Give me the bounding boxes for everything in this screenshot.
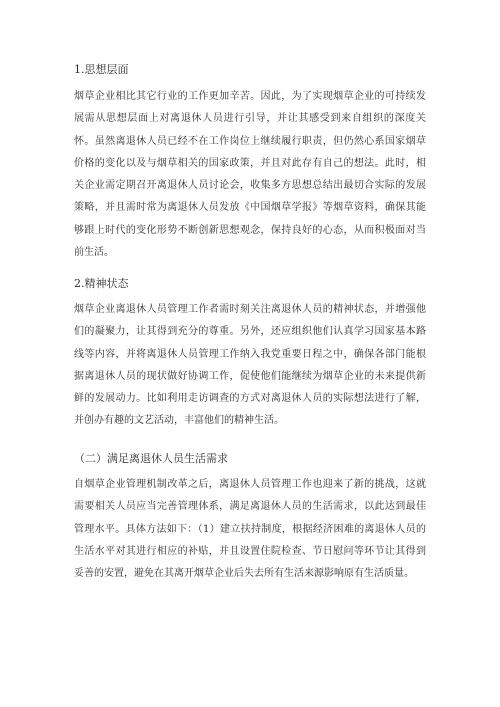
paragraph-line: 烟草企业相比其它行业的工作更加辛苦。因此，为了实现烟草企业的可持续发	[74, 91, 426, 102]
section-heading-living-needs: （二）满足离退休人员生活需求	[74, 452, 228, 465]
paragraph-line: 前生活。	[74, 247, 114, 259]
paragraph-line: 们的凝聚力，让其得到充分的尊重。另外，还应组织他们认真学习国家基本路	[74, 326, 426, 338]
paragraph-line: 够跟上时代的变化形势不断创新思想观念，保持良好的心态，从而积极面对当	[74, 224, 426, 236]
paragraph-line: 妥善的安置，避免在其离开烟草企业后失去所有生活来源影响原有生活质量。	[74, 568, 414, 580]
paragraph-line: 线等内容，并将离退休人员管理工作纳入我党重要日程之中，确保各部门能根	[74, 348, 426, 360]
paragraph-living-needs	[74, 474, 426, 585]
paragraph-line: 价格的变化以及与烟草相关的国家政策，并且对此存有自己的想法。此时，相	[74, 157, 426, 169]
paragraph-line: 烟草企业离退休人员管理工作者需时刻关注离退休人员的精神状态，并增强他	[74, 304, 426, 315]
paragraph-line: 策略，并且需时常为离退休人员发放《中国烟草学报》等烟草资料，确保其能	[74, 202, 426, 214]
paragraph-ideology	[74, 86, 426, 264]
paragraph-line: 据离退休人员的现状做好协调工作，促使他们能继续为烟草企业的未来提供新	[74, 370, 426, 382]
section-heading-ideology: 1.思想层面	[74, 63, 129, 76]
paragraph-line: 需要相关人员应当完善管理体系，满足离退休人员的生活需求，以此达到最佳	[74, 501, 426, 513]
paragraph-line: 展需从思想层面上对离退休人员进行引导，并让其感受到来自组织的深度关	[74, 113, 426, 125]
paragraph-line: 鲜的发展动力。比如利用走访调查的方式对离退休人员的实际想法进行了解，	[74, 393, 426, 405]
section-heading-spirit: 2.精神状态	[74, 277, 129, 290]
paragraph-line: 管理水平。具体方法如下：（1）建立扶持制度，根据经济困难的离退休人员的	[74, 523, 426, 535]
paragraph-spirit	[74, 299, 426, 433]
paragraph-line: 关企业需定期召开离退休人员讨论会，收集多方思想总结出最切合实际的发展	[74, 180, 426, 192]
paragraph-line: 怀。虽然离退休人员已经不在工作岗位上继续履行职责，但仍然心系国家烟草	[74, 135, 426, 147]
paragraph-line: 自烟草企业管理机制改革之后，离退休人员管理工作也迎来了新的挑战，这就	[74, 479, 426, 490]
paragraph-line: 并创办有趣的文艺活动，丰富他们的精神生活。	[74, 415, 284, 427]
paragraph-line: 生活水平对其进行相应的补贴，并且设置住院检查、节日慰问等环节让其得到	[74, 545, 426, 557]
